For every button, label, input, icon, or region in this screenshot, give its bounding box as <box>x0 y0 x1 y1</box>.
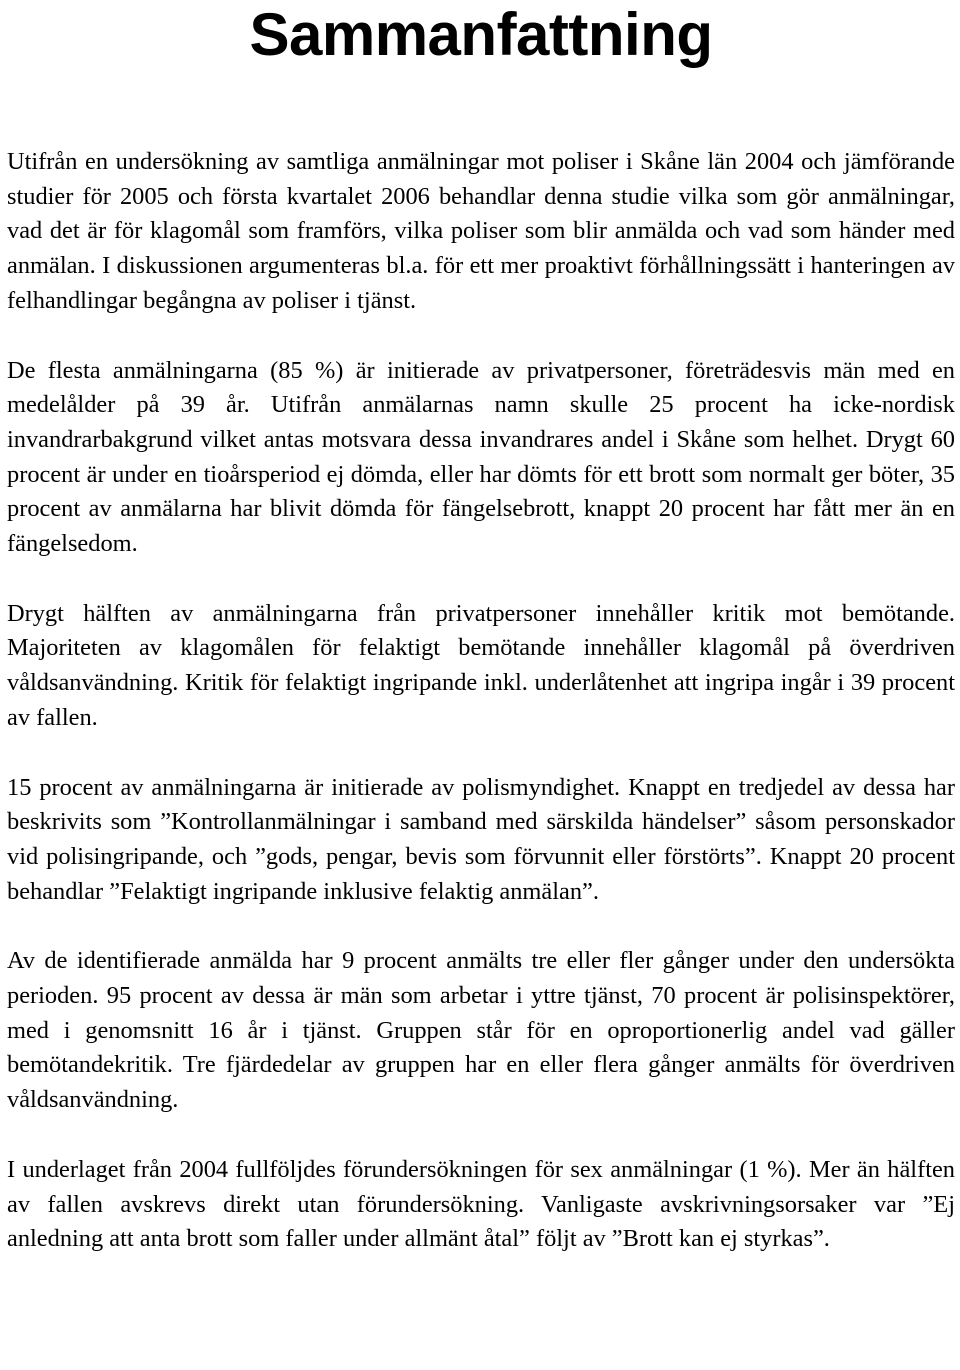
paragraph-2: De flesta anmälningarna (85 %) är initierade av privatpersoner, företrädesvis män med en medelålder på 39 år. Utifrån anmälarnas namn skulle 25 procent ha icke-nordisk invandrarbakgrund vilket antas motsvara dessa invandrares andel i Skåne som helhet. Drygt 60 procent är under en tioårsperiod ej dömda, eller har dömts för ett brott som normalt ger böter, 35 procent av anmälarna har blivit dömda för fängelsebrott, knappt 20 procent har fått mer än en fängelsedom. <box>7 356 955 558</box>
paragraph-6: I underlaget från 2004 fullföljdes förundersökningen för sex anmälningar (1 %). Mer än hälften av fallen avskrevs direkt utan förundersökning. Vanligaste avskrivningsorsaker var ”Ej anledning att anta brott som faller under allmänt åtal” följt av ”Brott kan ej styrkas”. <box>7 1155 955 1253</box>
summary-body <box>7 145 955 1257</box>
document-page <box>7 0 955 1257</box>
paragraph-1: Utifrån en undersökning av samtliga anmälningar mot poliser i Skåne län 2004 och jämförande studier för 2005 och första kvartalet 2006 behandlar denna studie vilka som gör anmälningar, vad det är för klagomål som framförs, vilka poliser som blir anmälda och vad som händer med anmälan. I diskussionen argumenteras bl.a. för ett mer proaktivt förhållningssätt i hanteringen av felhandlingar begångna av poliser i tjänst. <box>7 148 955 314</box>
page-title: Sammanfattning <box>249 1 713 68</box>
paragraph-3: Drygt hälften av anmälningarna från privatpersoner innehåller kritik mot bemötande. Majoriteten av klagomålen för felaktigt bemötande innehåller klagomål på överdriven våldsanvändning. Kritik för felaktigt ingripande inkl. underlåtenhet att ingripa ingår i 39 procent av fallen. <box>7 599 955 731</box>
paragraph-4: 15 procent av anmälningarna är initierade av polismyndighet. Knappt en tredjedel av dessa har beskrivits som ”Kontrollanmälningar i samband med särskilda händelser” såsom personskador vid polisingripande, och ”gods, pengar, bevis som förvunnit eller förstörts”. Knappt 20 procent behandlar ”Felaktigt ingripande inklusive felaktig anmälan”. <box>7 773 955 905</box>
paragraph-5: Av de identifierade anmälda har 9 procent anmälts tre eller fler gånger under den undersökta perioden. 95 procent av dessa är män som arbetar i yttre tjänst, 70 procent är polisinspektörer, med i genomsnitt 16 år i tjänst. Gruppen står för en oproportionerlig andel vad gäller bemötandekritik. Tre fjärdedelar av gruppen har en eller flera gånger anmälts för överdriven våldsanvändning. <box>7 947 955 1114</box>
